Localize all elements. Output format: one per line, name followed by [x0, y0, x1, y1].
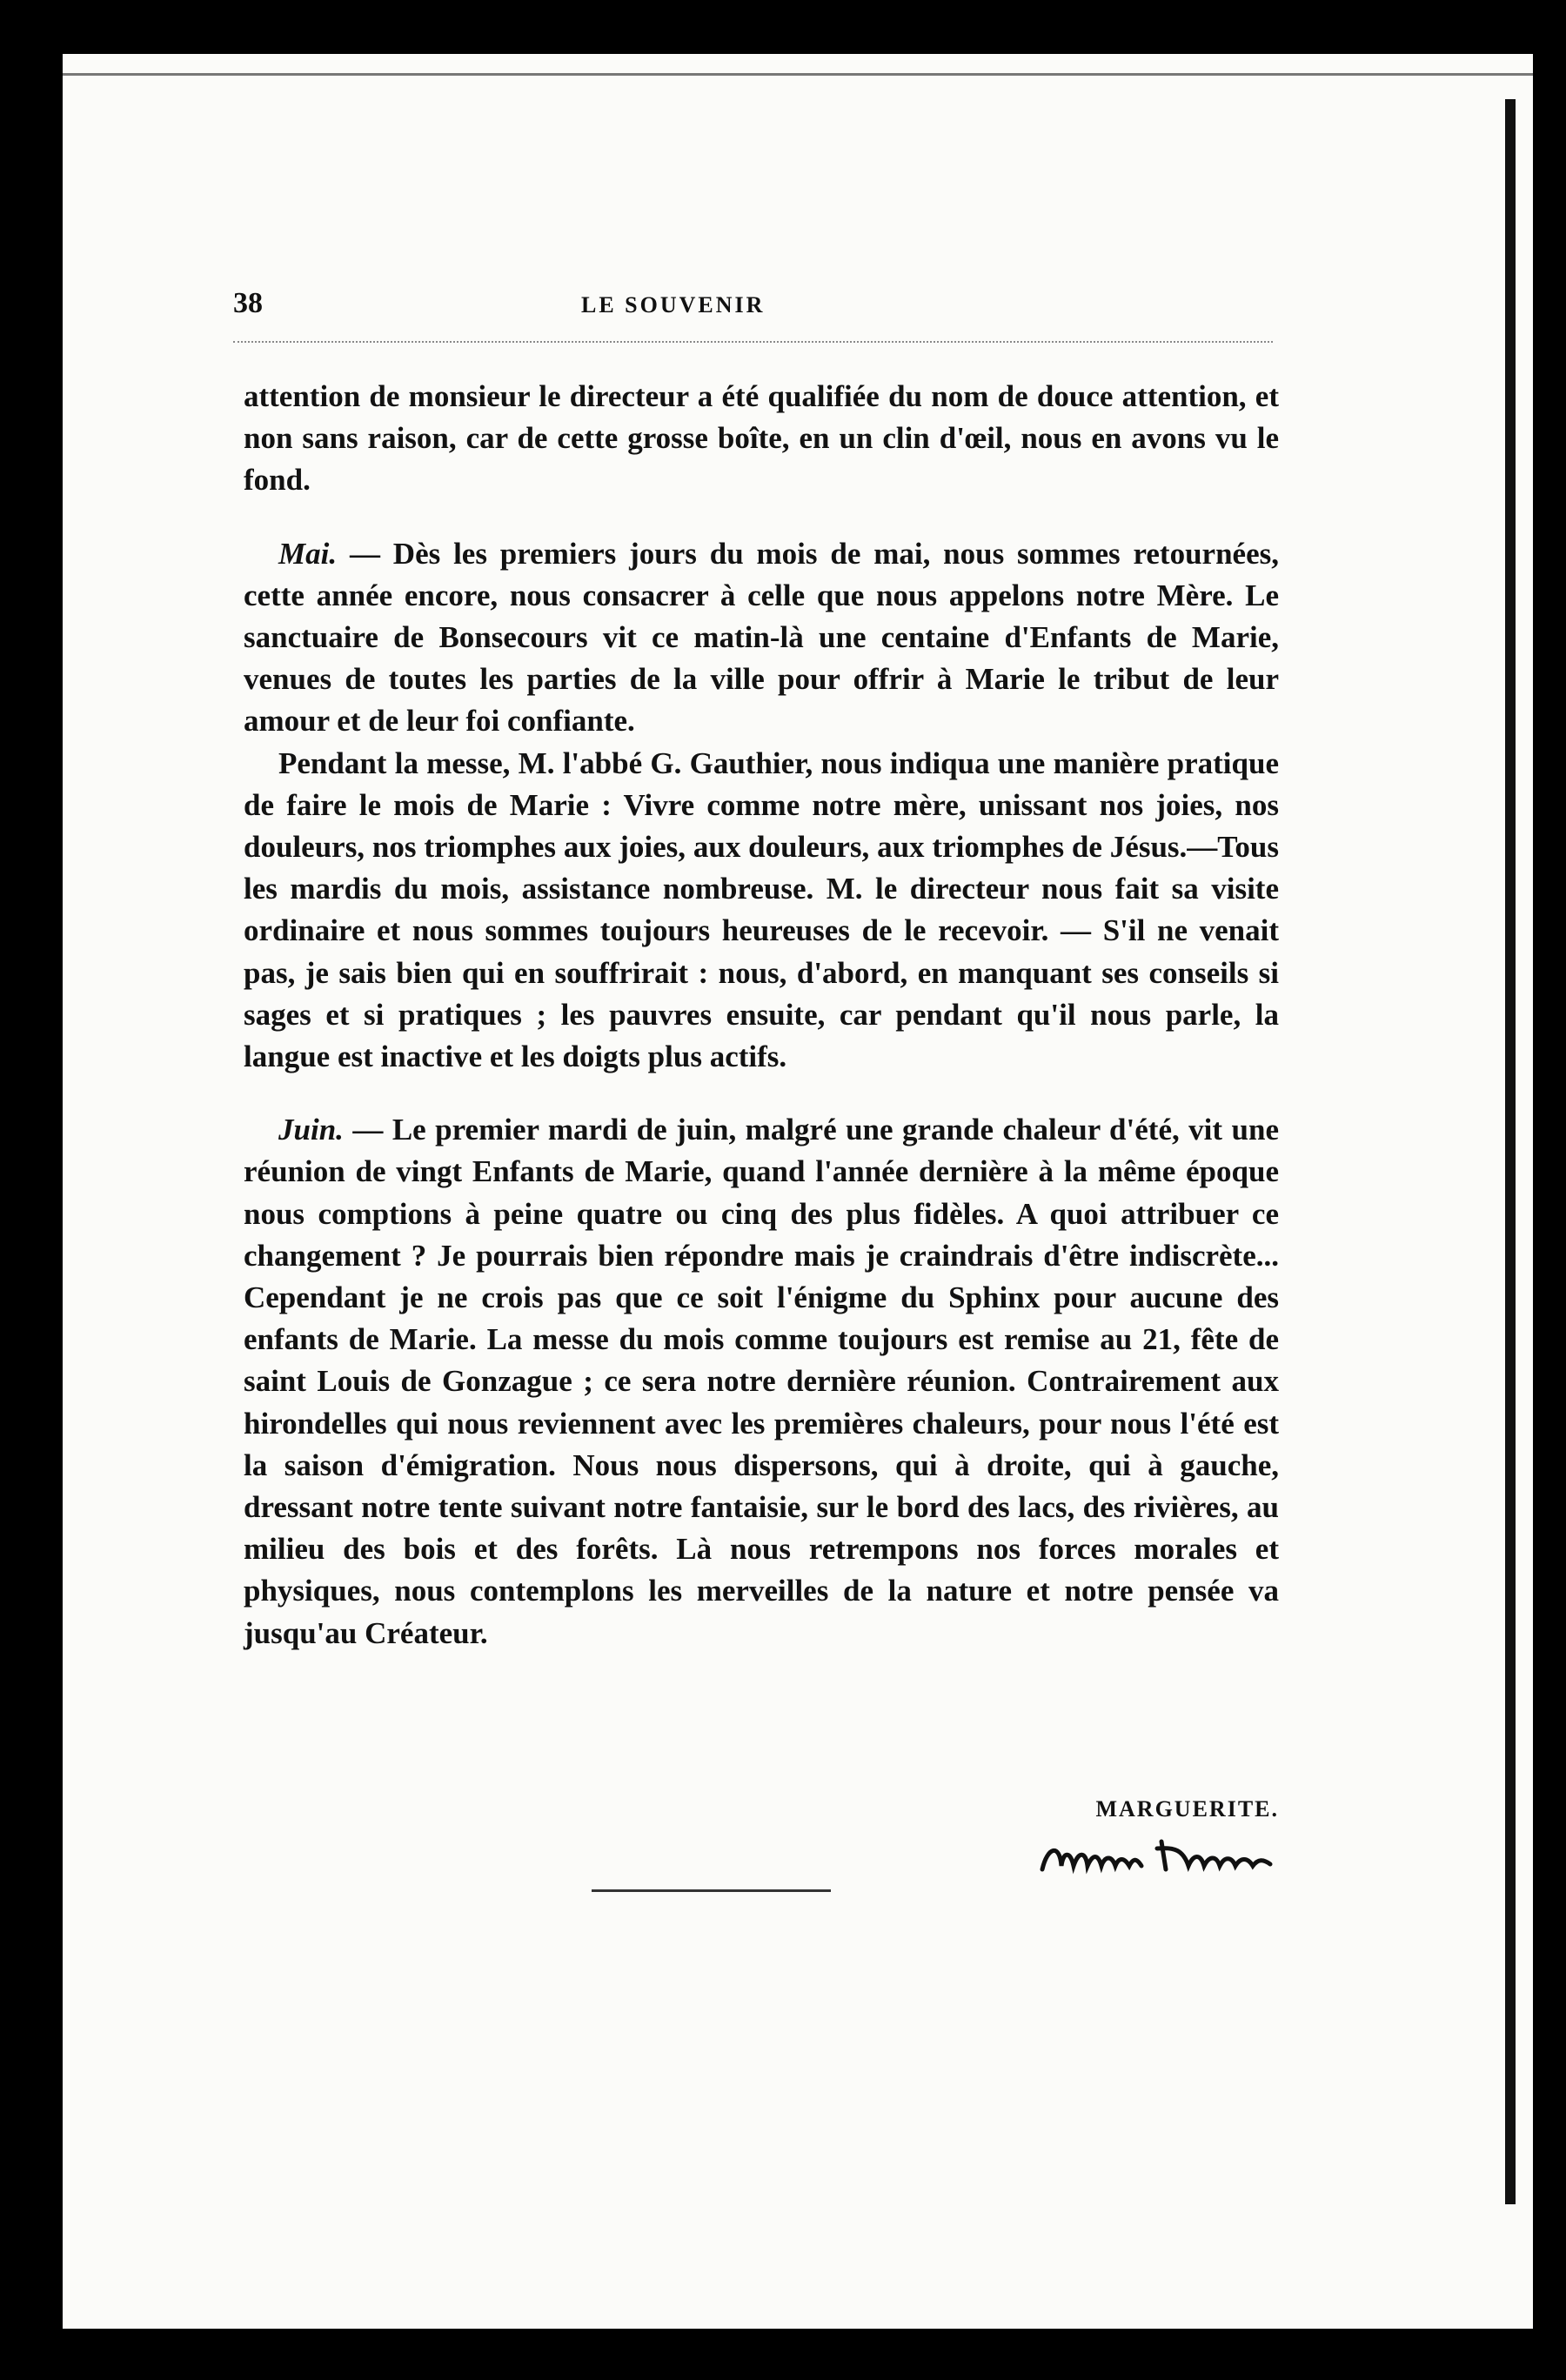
binding-edge: [1505, 99, 1516, 2204]
author-name: MARGUERITE.: [1095, 1796, 1279, 1822]
top-edge-rule: [63, 73, 1533, 76]
end-rule: [592, 1889, 831, 1892]
page-number: 38: [233, 287, 263, 319]
article-body: [244, 376, 1279, 1655]
paragraph-juin: [244, 1109, 1279, 1655]
paragraph-messe: Pendant la messe, M. l'abbé G. Gauthier, nous indiqua une manière pratique de faire le mois de Marie : Vivre comme notre mère, unissant nos joies, nos douleurs, nos triomphes aux joies, aux douleurs, aux triomphes de Jésus.—Tous les mardis du mois, assistance nombreuse. M. le directeur nous fait sa visite ordinaire et nous sommes toujours heureuses de le recevoir. — S'il ne venait pas, je sais bien qui en souffrirait : nous, d'abord, en manquant ses conseils si sages et si pratiques ; les pauvres ensuite, car pendant qu'il nous parle, la langue est inactive et les doigts plus actifs.: [244, 745, 1279, 1074]
signature-block: [957, 1796, 1279, 1892]
section-lead-mai: Mai.: [278, 536, 338, 571]
header-rule: [233, 341, 1273, 343]
paragraph-mai: [244, 533, 1279, 743]
section-lead-juin: Juin.: [278, 1113, 344, 1147]
paragraph-continuation: attention de monsieur le directeur a été qualifiée du nom de douce attention, et non sans raison, car de cette grosse boîte, en un clin d'œil, nous en avons vu le fond.: [244, 379, 1279, 498]
paragraph-mai-text: — Dès les premiers jours du mois de mai, nous sommes retournées, cette année encore, nous consacrer à celle que nous appelons notre Mère. Le sanctuaire de Bonsecours vit ce matin-là une centaine d'Enfants de Marie, venues de toutes les parties de la ville pour offrir à Marie le tribut de leur amour et de leur foi confiante.: [244, 536, 1279, 739]
running-head: LE SOUVENIR: [581, 292, 766, 318]
page-header: [233, 287, 1273, 327]
handwritten-signature: [1035, 1831, 1279, 1883]
paragraph-juin-text: — Le premier mardi de juin, malgré une grande chaleur d'été, vit une réunion de vingt Enfants de Marie, quand l'année dernière à la même époque nous comptions à peine quatre ou cinq des plus fidèles. A quoi attribuer ce changement ? Je pourrais bien répondre mais je craindrais d'être indiscrète... Cependant je ne crois pas que ce soit l'énigme du Sphinx pour aucune des enfants de Marie. La messe du mois comme toujours est remise au 21, fête de saint Louis de Gonzague ; ce sera notre dernière réunion. Contrairement aux hirondelles qui nous reviennent avec les premières chaleurs, pour nous l'été est la saison d'émigration. Nous nous dispersons, qui à droite, qui à gauche, dressant notre tente suivant notre fantaisie, sur le bord des lacs, des rivières, au milieu des bois et des forêts. Là nous retrempons nos forces morales et physiques, nous contemplons les merveilles de la nature et notre pensée va jusqu'au Créateur.: [244, 1113, 1279, 1650]
